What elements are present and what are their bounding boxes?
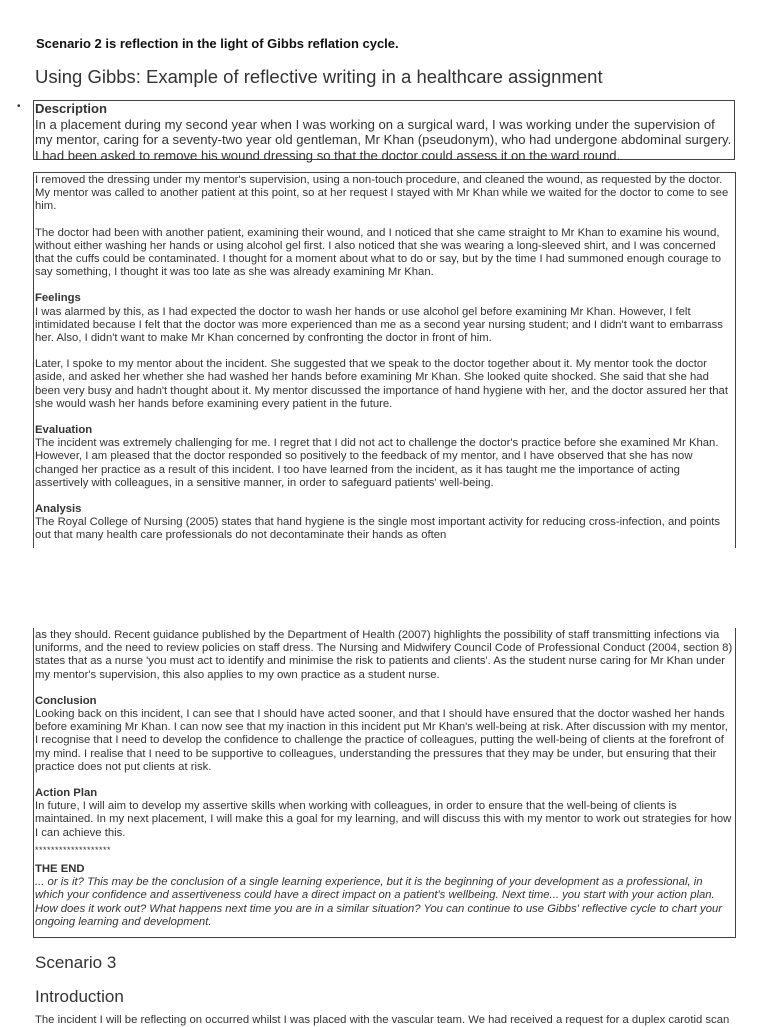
evaluation-label: Evaluation xyxy=(35,424,93,437)
reflection-box-page1 xyxy=(33,172,736,548)
analysis-text: The Royal College of Nursing (2005) states that hand hygiene is the single most important activity for reducing cross-infection, and points out that many health care professionals do not decontaminate their hands as often xyxy=(35,516,721,542)
section-feelings xyxy=(35,292,734,345)
action-plan-text: In future, I will aim to develop my assertive skills when working with colleagues, in order to ensure that the well-being of clients is maintained. In my next placement, I will make this a goal for my learning, and will discuss this with my mentor to work out strategies for how I can achieve this. xyxy=(35,800,732,839)
analysis-label: Analysis xyxy=(35,503,82,516)
document-subheading: Using Gibbs: Example of reflective writing in a healthcare assignment xyxy=(35,66,603,87)
the-end-label: THE END xyxy=(35,863,85,876)
conclusion-text: Looking back on this incident, I can see that I should have acted sooner, and that I should have ensured that the doctor washed her hands before examining Mr Khan. I can now see that my inaction in this incident put Mr Khan's well-being at risk. After discussion with my mentor, I recognise that I need to develop the confidence to challenge the practice of colleagues, putting the well-being of clients at the forefront of my mind. I realise that I need to be supportive to colleagues, understanding the pressures that they may be under, but ensuring that their practice does not put clients at risk. xyxy=(35,708,728,773)
feelings-text: I was alarmed by this, as I had expected the doctor to wash her hands or use alcohol gel before examining Mr Khan. However, I felt intimidated because I felt that the doctor was more experienced than me as a second year nursing student; and I didn't want to embarrass her. Also, I didn't want to make Mr Khan concerned by confronting the doctor in front of him. xyxy=(35,305,723,345)
description-text: In a placement during my second year when I was working on a surgical ward, I was working under the supervision of my mentor, caring for a seventy-two year old gentleman, Mr Khan (pseudonym), who had undergone abdominal surgery. I had been asked to remove his wound dressing so that the doctor could assess it on the ward round. xyxy=(35,116,732,163)
action-plan-label: Action Plan xyxy=(35,787,98,800)
conclusion-label: Conclusion xyxy=(35,694,97,707)
section-the-end xyxy=(35,863,734,929)
introduction-heading: Introduction xyxy=(35,987,124,1006)
the-end-text: ... or is it? This may be the conclusion of a single learning experience, but it is the beginning of your development as a professional, in which your confidence and assertiveness could have a direct impact on a patient's wellbeing. Next time... you start with your action plan. How does it work out? What happens next time you are in a similar situation? You can continue to use Gibbs' reflective cycle to chart your ongoing learning and development. xyxy=(35,876,723,928)
section-evaluation xyxy=(35,424,734,490)
analysis-continued: as they should. Recent guidance published by the Department of Health (2007) highlights the possibility of staff transmitting infections via uniforms, and the need to review policies on staff dress. The Nursing and Midwifery Council Code of Professional Conduct (2004, section 8) states that as a nurse 'you must act to identify and minimise the risk to patients and clients'. As the student nurse caring for Mr Khan under my mentor's supervision, this also applies to my own practice as a student nurse. xyxy=(35,629,733,681)
section-analysis xyxy=(35,503,734,543)
description-label: Description xyxy=(35,101,108,116)
paragraph-doctor: The doctor had been with another patient, examining their wound, and I noticed that she came straight to Mr Khan to examine his wound, without either washing her hands or using alcohol gel first. I also noticed that she was wearing a long-sleeved shirt, and I was concerned that the cuffs could be contaminated. I thought for a moment about what to do or say, but by the time I had summoned enough courage to say something, I thought it was too late as she was already examining Mr Khan. xyxy=(35,226,721,279)
separator-stars: ******************* xyxy=(35,844,112,855)
evaluation-text: The incident was extremely challenging for me. I regret that I did not act to challenge the doctor's practice before she examined Mr Khan. However, I am pleased that the doctor responded so positively to the feedback of my mentor, and I have observed that she has now changed her practice as a result of this incident. I too have learned from the incident, as it has taught me the importance of acting assertively with colleagues, in a sensitive manner, in order to safeguard patients' well-being. xyxy=(35,437,719,489)
section-action-plan xyxy=(35,787,734,840)
bullet-marker: • xyxy=(17,101,21,112)
description-box xyxy=(33,100,735,163)
feelings-label: Feelings xyxy=(35,292,81,305)
paragraph-mentor: Later, I spoke to my mentor about the incident. She suggested that we speak to the doctor together about it. My mentor took the doctor aside, and asked her whether she had washed her hands before examining Mr Khan. She looked quite shocked. She said that she had been very busy and hadn't thought about it. My mentor discussed the importance of hand hygiene with her, and the doctor assured her that she would wash her hands before examining every patient in the future. xyxy=(35,358,728,410)
reflection-box-page2 xyxy=(33,628,736,938)
section-conclusion xyxy=(35,695,734,774)
document-heading: Scenario 2 is reflection in the light of Gibbs reflation cycle. xyxy=(36,36,399,51)
paragraph-dressing: I removed the dressing under my mentor's supervision, using a non-touch procedure, and cleaned the wound, as requested by the doctor. My mentor was called to another patient at this point, so at her request I stayed with Mr Khan while we waited for the doctor to come to see him. xyxy=(35,174,729,213)
introduction-text: The incident I will be reflecting on occurred whilst I was placed with the vascular team. We had received a request for a duplex carotid scan xyxy=(35,1014,730,1026)
scenario-3-heading: Scenario 3 xyxy=(35,953,117,972)
